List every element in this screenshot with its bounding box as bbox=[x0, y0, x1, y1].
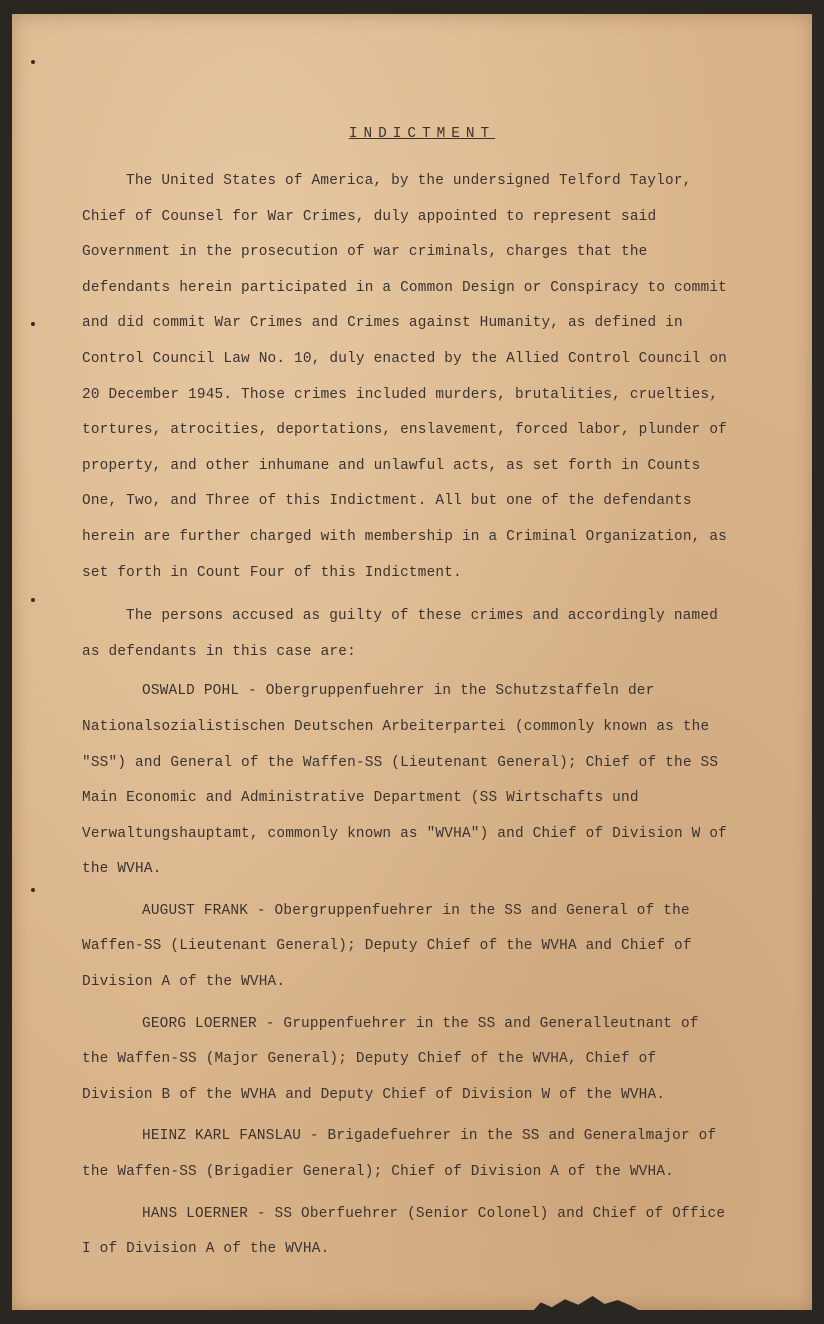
binder-hole-mark bbox=[31, 60, 35, 64]
binder-hole-mark bbox=[31, 322, 35, 326]
paragraph-charges: The United States of America, by the undersigned Telford Taylor, Chief of Counsel for War Crimes, duly appointed to represent said Government in the prosecution of war criminals, charges that the defendants herein participated in a Common Design or Conspiracy to commit and did commit War Crimes and Crimes against Humanity, as defined in Control Council Law No. 10, duly enacted by the Allied Control Council on 20 December 1945. Those crimes included murders, brutalities, cruelties, tortures, atrocities, deportations, enslavement, forced labor, plunder of property, and other inhumane and unlawful acts, as set forth in Counts One, Two, and Three of this Indictment. All but one of the defendants herein are further charged with membership in a Criminal Organization, as set forth in Count Four of this Indictment. bbox=[82, 173, 728, 581]
torn-edge bbox=[532, 1296, 642, 1310]
paragraph-defendants-intro: The persons accused as guilty of these crimes and accordingly named as defendants in this case are: bbox=[82, 608, 718, 660]
binder-hole-mark bbox=[31, 598, 35, 602]
defendant-entry: HANS LOERNER - SS Oberfuehrer (Senior Colonel) and Chief of Office I of Division A of the WVHA. bbox=[82, 1205, 726, 1258]
document-body bbox=[82, 126, 732, 1274]
document-title: INDICTMENT bbox=[348, 126, 496, 142]
defendant-entry: OSWALD POHL - Obergruppenfuehrer in the Schutzstaffeln der Nationalsozialistischen Deutschen Arbeiterpartei (commonly known as the "SS") and General of the Waffen-SS (Lieutenant General); Chief of the SS Main Economic and Administrative Department (SS Wirtschafts und Verwaltungshauptamt, commonly known as "WVHA") and Chief of Division W of the WVHA. bbox=[82, 683, 728, 878]
document-page bbox=[12, 14, 812, 1310]
defendant-entry: HEINZ KARL FANSLAU - Brigadefuehrer in the SS and Generalmajor of the Waffen-SS (Brigadier General); Chief of Division A of the WVHA. bbox=[82, 1128, 717, 1181]
defendant-entry: AUGUST FRANK - Obergruppenfuehrer in the SS and General of the Waffen-SS (Lieutenant General); Deputy Chief of the WVHA and Chief of Division A of the WVHA. bbox=[82, 902, 692, 991]
defendant-entry: GEORG LOERNER - Gruppenfuehrer in the SS and Generalleutnant of the Waffen-SS (Major General); Deputy Chief of the WVHA, Chief of Division B of the WVHA and Deputy Chief of Division W of the WVHA. bbox=[82, 1015, 699, 1103]
binder-hole-mark bbox=[31, 888, 35, 892]
